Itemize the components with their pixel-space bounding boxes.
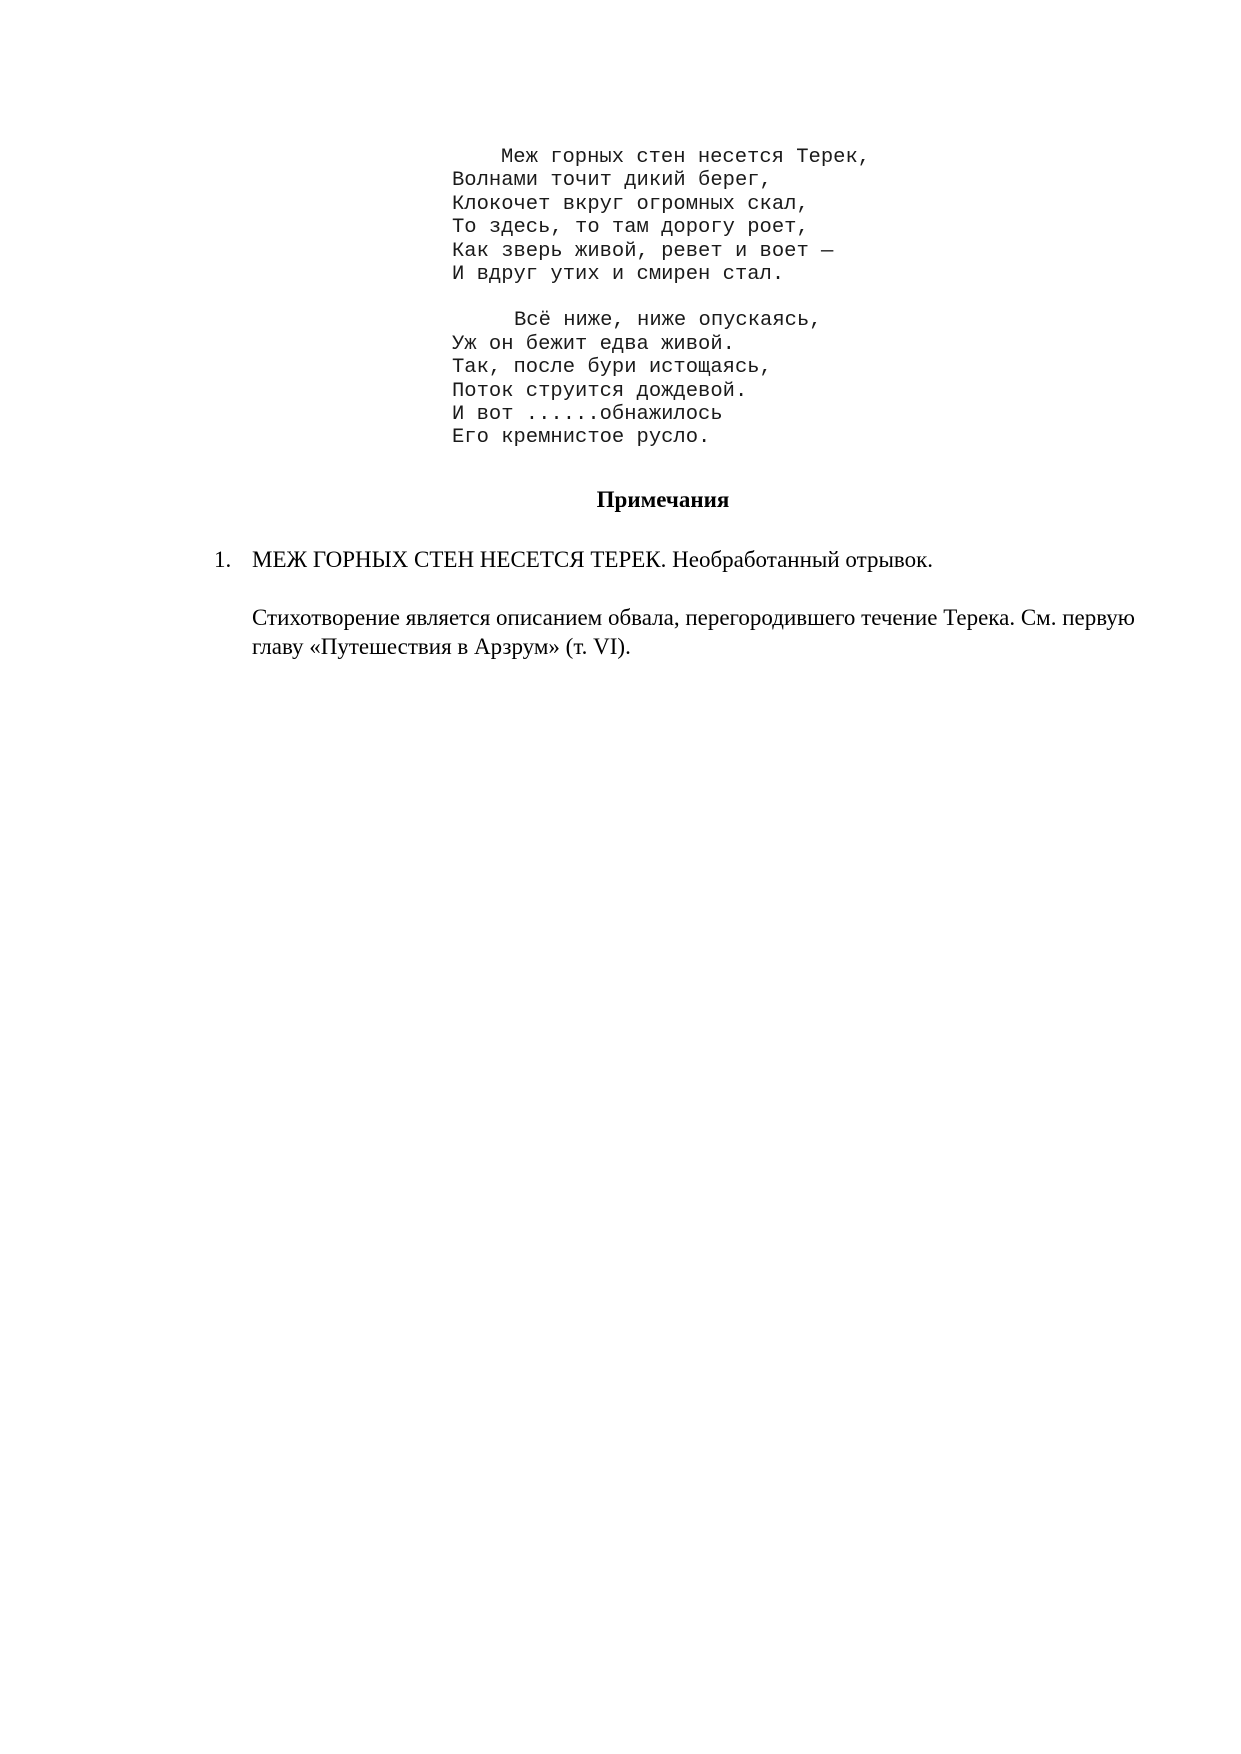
poem-stanza-2	[452, 309, 972, 449]
note-heading: МЕЖ ГОРНЫХ СТЕН НЕСЕТСЯ ТЕРЕК. Необработанный отрывок.	[252, 547, 934, 572]
note-item	[214, 545, 1144, 661]
poem-stanza-1	[452, 146, 972, 286]
poem-line: Поток струится дождевой.	[452, 379, 748, 403]
poem-line: И вот ......обнажилось	[452, 403, 723, 427]
poem-line: Всё ниже, ниже опускаясь,	[514, 309, 822, 333]
poem-line: Так, после бури истощаясь,	[452, 356, 772, 380]
note-body: Стихотворение является описанием обвала, перегородившего течение Терека. См. первую главу «Путешествия в Арзрум» (т. VI).	[252, 605, 1135, 659]
notes-list	[214, 545, 1144, 661]
poem-line: И вдруг утих и смирен стал.	[452, 263, 785, 287]
poem-line: Клокочет вкруг огромных скал,	[452, 192, 809, 216]
poem	[452, 146, 972, 450]
note-number: 1.	[214, 547, 232, 572]
poem-line: То здесь, то там дорогу роет,	[452, 216, 809, 240]
poem-line: Уж он бежит едва живой.	[452, 332, 735, 356]
poem-line: Волнами точит дикий берег,	[452, 169, 772, 193]
notes-title: Примечания	[596, 487, 730, 512]
poem-line: Его кремнистое русло.	[452, 426, 711, 450]
poem-line: Меж горных стен несется Терек,	[501, 146, 871, 169]
poem-line: Как зверь живой, ревет и воет —	[452, 239, 834, 263]
